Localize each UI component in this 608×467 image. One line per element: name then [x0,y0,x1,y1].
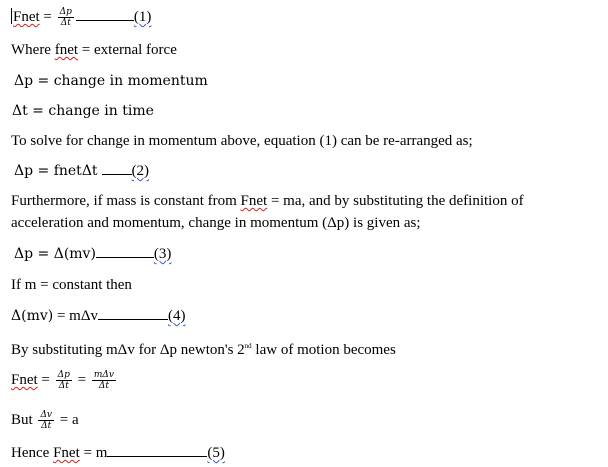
equation-2-math: Δp = fnetΔt [14,163,98,179]
fnet-word: Fnet [240,193,268,209]
fraction-dp-dt [56,370,72,391]
definition-dp: Δp = change in momentum [14,73,208,89]
line-suffix: = external force [81,42,177,58]
fraction-dp-dt [58,7,74,28]
paragraph-acceleration: acceleration and momentum, change in momentum (Δp) is given as; [11,215,421,231]
equation-tag: (3) [153,246,172,262]
fraction-numerator: Δv [40,410,53,420]
fnet-term: Fnet [11,371,38,388]
equation-1 [11,7,151,28]
paragraph-m-constant: If m = constant then [11,277,132,293]
fraction-numerator: Δp [57,370,70,380]
paragraph-newton [11,337,396,359]
equation-acceleration [11,410,79,431]
line-prefix: By substituting mΔv for Δp newton's 2 [11,342,245,358]
superscript-nd: nd [244,342,252,350]
equals-sign: = [77,371,87,388]
fraction-denominator: Δt [41,421,52,431]
text-cursor [11,8,12,24]
equation-newton-second-law [11,370,118,391]
fnet-word: Fnet [53,445,80,461]
equation-5-rhs: = m [83,445,108,461]
fraction-denominator: Δt [58,381,69,391]
line-suffix: = a [59,411,79,428]
paragraph-rearrange: To solve for change in momentum above, equation (1) can be re-arranged as; [11,133,473,149]
equation-tag: (1) [133,8,152,25]
equation-4-math: Δ(mv) [11,308,54,324]
blank-line [98,307,168,320]
fnet-word: fnet [54,42,79,58]
equation-3-math: Δp = Δ(mv) [14,246,96,262]
line-prefix: Where [11,42,51,58]
line-prefix: Furthermore, if mass is constant from [11,193,237,209]
line-suffix: = ma, and by substituting the definition of [270,193,524,209]
equation-2 [14,162,149,180]
fraction-denominator: Δt [98,381,109,391]
blank-line [102,162,132,175]
equation-5 [11,444,225,462]
fraction-numerator: mΔv [93,370,114,380]
blank-line [76,8,134,21]
definition-dt: Δt = change in time [12,103,154,119]
blank-line [107,444,207,457]
equation-3 [14,245,171,263]
equation-tag: (4) [168,308,186,324]
fraction-numerator: Δp [59,7,72,17]
equation-4-rhs: = mΔv [56,308,98,324]
line-prefix: But [11,411,33,428]
equation-tag: (2) [131,163,150,179]
definition-fnet [11,41,177,59]
equation-4 [11,307,186,325]
equation-tag: (5) [207,445,225,461]
fraction-dv-dt [38,410,54,431]
equals-sign: = [43,8,52,25]
blank-line [96,245,154,258]
equals-sign: = [41,371,50,388]
line-prefix: Hence [11,445,50,461]
line-suffix: law of motion becomes [255,342,396,358]
paragraph-furthermore [11,192,524,210]
fnet-term: Fnet [13,8,40,25]
fraction-denominator: Δt [60,18,71,28]
fraction-mdv-dt [92,370,116,391]
